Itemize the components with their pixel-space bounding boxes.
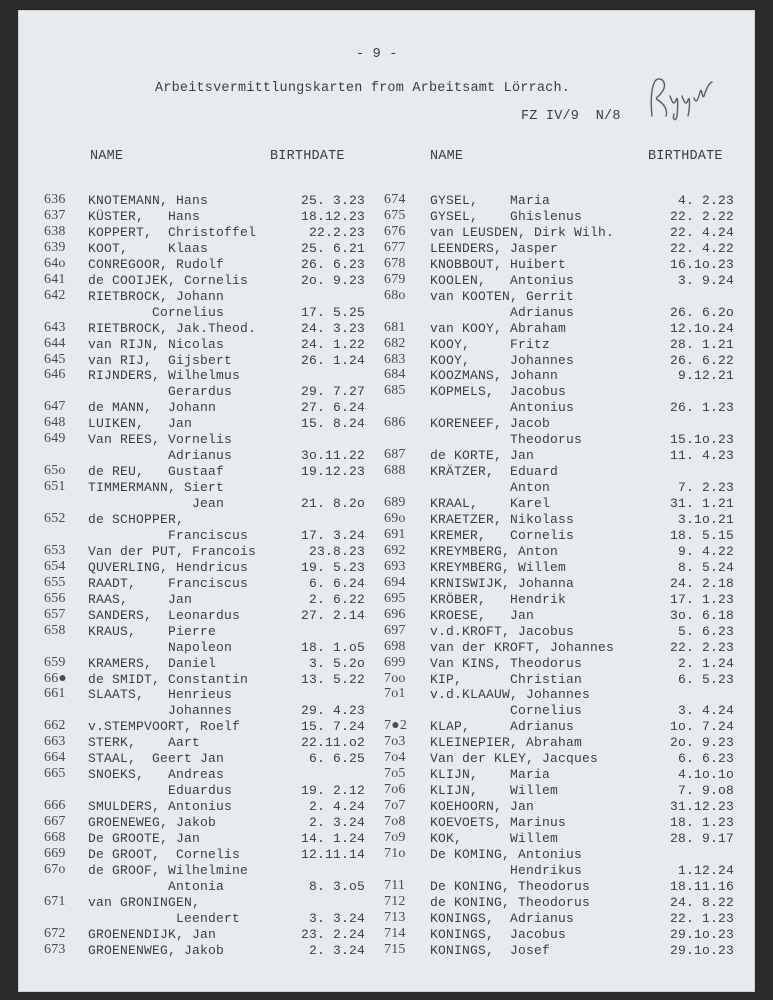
record-name: KOPMELS, Jacobus [430, 384, 567, 400]
record-name: KREMER, Cornelis [430, 527, 575, 543]
record-name: De KOMING, Antonius [430, 846, 583, 862]
record-name-continued: Hendrikus [430, 862, 583, 878]
record-birthdate: 24. 1.22 [300, 336, 365, 352]
record-name: KREYMBERG, Anton [430, 543, 559, 559]
record-birthdate: 24. 3.23 [300, 320, 365, 336]
record-name: KRAUS, Pierre [88, 623, 217, 639]
record-name: van der KROFT, Johannes [430, 639, 615, 655]
record-number: 662 [44, 718, 66, 734]
record-birthdate: 3.1o.21 [677, 512, 734, 527]
record-number: 7o9 [384, 830, 406, 845]
document-title: Arbeitsvermittlungskarten from Arbeitsamt Lörrach. [155, 81, 571, 96]
record-birthdate: 19. 2.12 [300, 783, 365, 799]
record-number: 693 [384, 558, 406, 574]
record-birthdate: 29. 7.27 [300, 384, 365, 400]
record-number: 667 [44, 814, 66, 830]
record-number: 636 [44, 192, 66, 207]
record-birthdate: 27. 2.14 [300, 607, 365, 623]
record-number: 663 [44, 734, 66, 750]
record-name: Van REES, Vornelis [88, 432, 233, 448]
record-birthdate: 9. 4.22 [677, 543, 734, 559]
record-name: Van KINS, Theodorus [430, 655, 583, 671]
record-name: SANDERS, Leonardus [88, 607, 241, 623]
record-birthdate: 2. 6.22 [308, 591, 365, 607]
record-birthdate: 15.1o.23 [669, 432, 734, 448]
record-name: KONINGS, Jacobus [430, 926, 567, 942]
record-birthdate: 26. 6.22 [669, 352, 734, 368]
record-birthdate: 6. 6.24 [308, 575, 365, 591]
record-name-continued: Cornelius [430, 703, 583, 719]
record-number: 697 [384, 622, 406, 638]
record-number: 677 [384, 239, 406, 255]
record-number: 7o5 [384, 766, 406, 782]
record-birthdate: 21. 8.2o [300, 496, 365, 512]
record-number: 71o [384, 845, 406, 861]
record-number: 643 [44, 319, 66, 335]
record-birthdate: 18.12.23 [300, 208, 365, 224]
record-birthdate: 25. 6.21 [300, 240, 365, 256]
record-name: KOOY, Johannes [430, 352, 575, 368]
record-birthdate: 28. 9.17 [669, 831, 734, 846]
record-number: 688 [384, 463, 406, 479]
record-birthdate: 11. 4.23 [669, 448, 734, 464]
record-name: De KONING, Theodorus [430, 878, 591, 894]
record-number: 695 [384, 590, 406, 606]
record-number: 681 [384, 319, 406, 335]
record-birthdate: 27. 6.24 [300, 400, 365, 416]
record-birthdate: 9.12.21 [677, 368, 734, 384]
record-name: KORENEEF, Jacob [430, 416, 551, 432]
record-number: 691 [384, 526, 406, 542]
record-birthdate: 16.1o.23 [669, 256, 734, 272]
record-birthdate: 2. 3.24 [308, 942, 365, 958]
record-name: KOOLEN, Antonius [430, 272, 575, 288]
record-birthdate: 15. 8.24 [300, 416, 365, 432]
record-birthdate: 7. 9.o8 [677, 783, 734, 799]
record-number: 666 [44, 798, 66, 814]
record-number: 715 [384, 941, 406, 957]
record-number: 645 [44, 351, 66, 367]
record-birthdate: 18.11.16 [669, 878, 734, 894]
record-number: 653 [44, 542, 66, 558]
record-number: 692 [384, 542, 406, 558]
record-birthdate: 28. 1.21 [669, 336, 734, 352]
record-number: 639 [44, 239, 66, 255]
record-birthdate: 26. 1.23 [669, 400, 734, 416]
record-birthdate: 4.1o.1o [677, 767, 734, 783]
record-number: 66● [44, 670, 68, 686]
record-birthdate: 3. 5.2o [308, 655, 365, 671]
record-name-continued: Antonia [88, 878, 225, 894]
record-birthdate: 29. 4.23 [300, 703, 365, 719]
record-name-continued: Johannes [88, 703, 233, 719]
record-name-continued: Franciscus [88, 527, 249, 543]
record-name-continued: Antonius [430, 400, 575, 416]
record-name-continued: Cornelius [88, 304, 225, 320]
record-name: KÜSTER, Hans [88, 208, 201, 224]
record-number: 685 [384, 383, 406, 399]
record-birthdate: 2. 4.24 [308, 799, 365, 815]
record-birthdate: 6. 5.23 [677, 671, 734, 687]
record-name: van GRONINGEN, [88, 894, 201, 910]
column-header-name-left: NAME [90, 149, 124, 164]
record-number: 649 [44, 431, 66, 447]
record-name: KRÄTZER, Eduard [430, 464, 559, 480]
record-number: 646 [44, 367, 66, 383]
record-name: KOPPERT, Christoffel [88, 224, 257, 240]
record-birthdate: 18. 1.23 [669, 815, 734, 831]
record-name: van RIJN, Nicolas [88, 336, 225, 352]
record-name: RIETBROCK, Johann [88, 288, 225, 304]
record-name: KRAETZER, Nikolass [430, 512, 575, 527]
record-number: 7oo [384, 670, 406, 686]
record-number: 68o [384, 287, 406, 303]
record-birthdate: 8. 5.24 [677, 559, 734, 575]
record-birthdate: 17. 5.25 [300, 304, 365, 320]
record-birthdate: 17. 3.24 [300, 527, 365, 543]
record-name: STAAL, Geert Jan [88, 751, 225, 767]
record-number: 668 [44, 830, 66, 845]
record-number: 654 [44, 558, 66, 574]
record-name: KRAAL, Karel [430, 496, 551, 512]
record-birthdate: 26. 6.23 [300, 256, 365, 272]
record-number: 675 [384, 207, 406, 223]
record-number: 7o4 [384, 750, 406, 766]
record-name: KLAP, Adrianus [430, 719, 575, 735]
record-birthdate: 3. 3.24 [308, 910, 365, 926]
record-birthdate: 22. 4.24 [669, 224, 734, 240]
record-name: KOEHOORN, Jan [430, 799, 535, 815]
record-number: 657 [44, 606, 66, 622]
record-birthdate: 2. 1.24 [677, 655, 734, 671]
record-birthdate: 3o. 6.18 [669, 607, 734, 623]
record-name: SMULDERS, Antonius [88, 799, 233, 815]
record-name: KOOZMANS, Johann [430, 368, 559, 384]
record-birthdate: 3. 4.24 [677, 703, 734, 719]
record-name: de KORTE, Jan [430, 448, 535, 464]
record-number: 7o7 [384, 798, 406, 814]
record-birthdate: 6. 6.23 [677, 751, 734, 767]
record-number: 684 [384, 367, 406, 383]
record-number: 647 [44, 399, 66, 415]
record-birthdate: 3o.11.22 [300, 448, 365, 464]
record-number: 682 [384, 335, 406, 351]
record-name-continued: Eduardus [88, 783, 233, 799]
record-name: Van der PUT, Francois [88, 543, 257, 559]
record-name: RIETBROCK, Jak.Theod. [88, 320, 257, 336]
record-number: 7o8 [384, 814, 406, 830]
record-birthdate: 24. 8.22 [669, 894, 734, 910]
record-name: De GROOT, Cornelis [88, 846, 241, 862]
record-birthdate: 8. 3.o5 [308, 878, 365, 894]
record-name: KRÖBER, Hendrik [430, 591, 567, 607]
record-birthdate: 22.2.23 [308, 224, 365, 240]
column-header-birthdate-right: BIRTHDATE [648, 149, 723, 164]
record-number: 642 [44, 287, 66, 303]
record-birthdate: 26. 1.24 [300, 352, 365, 368]
record-name: KIP, Christian [430, 671, 583, 687]
record-birthdate: 1.12.24 [677, 862, 734, 878]
page-number: - 9 - [356, 47, 398, 62]
record-number: 696 [384, 606, 406, 622]
record-name: v.d.KLAAUW, Johannes [430, 687, 591, 703]
column-header-name-right: NAME [430, 149, 464, 164]
record-birthdate: 7. 2.23 [677, 480, 734, 496]
record-number: 644 [44, 335, 66, 351]
record-birthdate: 2. 3.24 [308, 815, 365, 831]
record-number: 69o [384, 511, 406, 526]
record-number: 679 [384, 271, 406, 287]
record-birthdate: 31. 1.21 [669, 496, 734, 512]
record-birthdate: 22.11.o2 [300, 735, 365, 751]
record-name-continued: Jean [88, 496, 225, 512]
record-number: 683 [384, 351, 406, 367]
record-birthdate: 5. 6.23 [677, 623, 734, 639]
record-birthdate: 12.1o.24 [669, 320, 734, 336]
record-number: 637 [44, 207, 66, 223]
record-name: GROENENDIJK, Jan [88, 926, 217, 942]
record-number: 7●2 [384, 718, 408, 734]
record-name: van KOOY, Abraham [430, 320, 567, 336]
record-name-continued: Theodorus [430, 432, 583, 448]
record-birthdate: 4. 2.23 [677, 193, 734, 208]
record-number: 641 [44, 271, 66, 287]
record-birthdate: 24. 2.18 [669, 575, 734, 591]
record-birthdate: 13. 5.22 [300, 671, 365, 687]
record-name-continued: Leendert [88, 910, 241, 926]
record-birthdate: 14. 1.24 [300, 831, 365, 846]
record-number: 7o3 [384, 734, 406, 750]
record-name: GROENEWEG, Jakob [88, 815, 217, 831]
record-number: 699 [384, 654, 406, 670]
record-name: Van der KLEY, Jacques [430, 751, 599, 767]
record-number: 65o [44, 463, 66, 479]
record-name-continued: Gerardus [88, 384, 233, 400]
document-page [18, 10, 755, 992]
record-birthdate: 29.1o.23 [669, 942, 734, 958]
record-number: 669 [44, 845, 66, 861]
record-name: QUVERLING, Hendricus [88, 559, 249, 575]
record-birthdate: 22. 4.22 [669, 240, 734, 256]
record-number: 686 [384, 415, 406, 431]
record-number: 689 [384, 495, 406, 511]
record-name: SLAATS, Henrieus [88, 687, 233, 703]
record-birthdate: 19.12.23 [300, 464, 365, 480]
record-birthdate: 22. 2.22 [669, 208, 734, 224]
record-name-continued: Adrianus [88, 448, 233, 464]
record-name: GROENENWEG, Jakob [88, 942, 225, 958]
record-name: KOK, Willem [430, 831, 559, 846]
record-birthdate: 23. 2.24 [300, 926, 365, 942]
record-number: 694 [384, 574, 406, 590]
record-name: v.d.KROFT, Jacobus [430, 623, 575, 639]
record-number: 638 [44, 223, 66, 239]
record-name: KNOTEMANN, Hans [88, 193, 209, 208]
record-birthdate: 2o. 9.23 [669, 735, 734, 751]
record-number: 655 [44, 574, 66, 590]
record-number: 652 [44, 511, 66, 526]
handwritten-initials-icon [646, 76, 726, 122]
record-birthdate: 29.1o.23 [669, 926, 734, 942]
record-name: KLIJN, Willem [430, 783, 559, 799]
record-name: RAADT, Franciscus [88, 575, 249, 591]
record-number: 658 [44, 622, 66, 638]
record-name-continued: Napoleon [88, 639, 233, 655]
record-number: 713 [384, 909, 406, 925]
record-name: KOEVOETS, Marinus [430, 815, 567, 831]
record-name: van RIJ, Gijsbert [88, 352, 233, 368]
record-number: 714 [384, 925, 406, 941]
record-name: RAAS, Jan [88, 591, 193, 607]
record-number: 7o1 [384, 686, 406, 702]
record-number: 648 [44, 415, 66, 431]
record-number: 67o [44, 861, 66, 877]
record-number: 661 [44, 686, 66, 702]
record-number: 678 [384, 255, 406, 271]
record-name: STERK, Aart [88, 735, 201, 751]
record-name: de KONING, Theodorus [430, 894, 591, 910]
record-name: GYSEL, Maria [430, 193, 551, 208]
record-name: de COOIJEK, Cornelis [88, 272, 249, 288]
record-birthdate: 3. 9.24 [677, 272, 734, 288]
record-birthdate: 6. 6.25 [308, 751, 365, 767]
record-name: KONINGS, Adrianus [430, 910, 575, 926]
record-number: 711 [384, 877, 406, 893]
record-name: van LEUSDEN, Dirk Wilh. [430, 224, 615, 240]
record-number: 698 [384, 638, 406, 654]
record-number: 673 [44, 941, 66, 957]
record-number: 676 [384, 223, 406, 239]
record-birthdate: 31.12.23 [669, 799, 734, 815]
record-name: KRAMERS, Daniel [88, 655, 217, 671]
record-name: CONREGOOR, Rudolf [88, 256, 225, 272]
record-birthdate: 15. 7.24 [300, 719, 365, 735]
record-name: de GROOF, Wilhelmine [88, 862, 249, 878]
record-birthdate: 1o. 7.24 [669, 719, 734, 735]
record-birthdate: 12.11.14 [300, 846, 365, 862]
record-name: KLEINEPIER, Abraham [430, 735, 583, 751]
record-name: KROESE, Jan [430, 607, 535, 623]
record-name: KOOT, Klaas [88, 240, 209, 256]
record-name: KONINGS, Josef [430, 942, 551, 958]
record-birthdate: 2o. 9.23 [300, 272, 365, 288]
record-name: LUIKEN, Jan [88, 416, 193, 432]
record-name: KREYMBERG, Willem [430, 559, 567, 575]
record-name: LEENDERS, Jasper [430, 240, 559, 256]
record-birthdate: 18. 5.15 [669, 527, 734, 543]
record-name-continued: Adrianus [430, 304, 575, 320]
record-name: de SCHOPPER, [88, 512, 185, 527]
record-number: 674 [384, 192, 406, 207]
record-birthdate: 17. 1.23 [669, 591, 734, 607]
record-name: TIMMERMANN, Siert [88, 480, 225, 496]
record-number: 671 [44, 893, 66, 909]
record-birthdate: 18. 1.o5 [300, 639, 365, 655]
record-name: SNOEKS, Andreas [88, 767, 225, 783]
document-reference: FZ IV/9 N/8 [521, 109, 621, 124]
record-birthdate: 22. 2.23 [669, 639, 734, 655]
record-birthdate: 23.8.23 [308, 543, 365, 559]
record-number: 659 [44, 654, 66, 670]
record-number: 651 [44, 479, 66, 495]
record-name: de REU, Gustaaf [88, 464, 225, 480]
record-name: van KOOTEN, Gerrit [430, 288, 575, 304]
record-number: 664 [44, 750, 66, 766]
record-name-continued: Anton [430, 480, 551, 496]
record-name: KLIJN, Maria [430, 767, 551, 783]
record-name: de SMIDT, Constantin [88, 671, 249, 687]
record-name: KOOY, Fritz [430, 336, 551, 352]
record-number: 64o [44, 255, 66, 271]
record-name: GYSEL, Ghislenus [430, 208, 583, 224]
record-name: KNOBBOUT, Huibert [430, 256, 567, 272]
record-number: 656 [44, 590, 66, 606]
record-number: 672 [44, 925, 66, 941]
record-name: KRNISWIJK, Johanna [430, 575, 575, 591]
column-header-birthdate-left: BIRTHDATE [270, 149, 345, 164]
record-number: 712 [384, 893, 406, 909]
record-number: 687 [384, 447, 406, 463]
record-birthdate: 25. 3.23 [300, 193, 365, 208]
record-name: v.STEMPVOORT, Roelf [88, 719, 241, 735]
record-name: de MANN, Johann [88, 400, 217, 416]
record-birthdate: 22. 1.23 [669, 910, 734, 926]
record-name: De GROOTE, Jan [88, 831, 201, 846]
record-number: 7o6 [384, 782, 406, 798]
record-birthdate: 19. 5.23 [300, 559, 365, 575]
record-number: 665 [44, 766, 66, 782]
record-birthdate: 26. 6.2o [669, 304, 734, 320]
record-name: RIJNDERS, Wilhelmus [88, 368, 241, 384]
